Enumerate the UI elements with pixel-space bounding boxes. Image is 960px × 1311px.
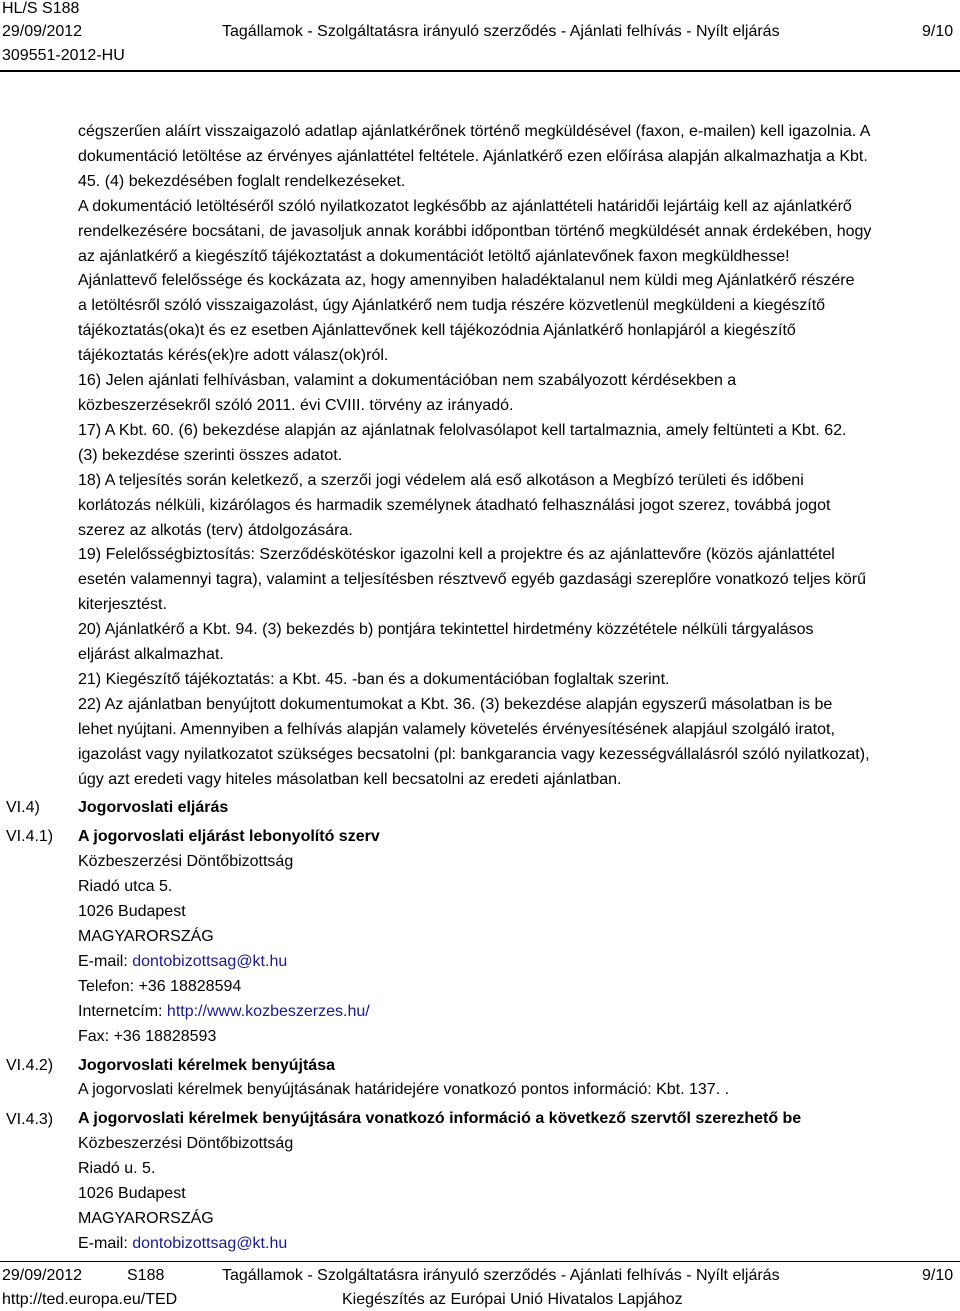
body-line: tájékoztatás(oka)t és ez esetben Ajánlattevőnek kell tájékozódnia Ajánlatkérő honlapjáról a kiegészítő [78, 322, 796, 340]
body-line: igazolást vagy nyilatkozatot szükséges becsatolni (pl: bankgarancia vagy kezességvállalásról szóló nyilatkozat), [78, 745, 870, 763]
vi42-text: A jogorvoslati kérelmek benyújtásának határidejére vonatkozó pontos információ: Kbt. 137. . [78, 1081, 730, 1099]
section-number-vi4: VI.4) [6, 799, 40, 816]
section-vi42-title: Jogorvoslati kérelmek benyújtása [78, 1056, 335, 1074]
header-date: 29/09/2012 [2, 23, 83, 40]
body-line: esetén valamennyi tagra), valamint a teljesítésben résztvevő egyéb gazdasági szereplőre vonatkozó teljes körű [78, 571, 866, 589]
body-line: korlátozás nélküli, kizárólagos és harmadik személynek átadható felhasználási jogot szerez, továbbá jogot [78, 496, 831, 514]
header-rule [0, 70, 960, 72]
vi41-email-row [78, 950, 958, 975]
vi41-web-label: Internetcím: [78, 1002, 167, 1020]
header-title: Tagállamok - Szolgáltatásra irányuló szerződés - Ajánlati felhívás - Nyílt eljárás [222, 23, 780, 40]
vi41-street: Riadó utca 5. [78, 878, 173, 896]
body-line: közbeszerzésekről szóló 2011. évi CVIII. törvény az irányadó. [78, 396, 514, 414]
body-line: (3) bekezdése szerinti összes adatot. [78, 446, 343, 464]
body-line: eljárást alkalmazhat. [78, 646, 224, 664]
header-notice-number: 309551-2012-HU [2, 47, 125, 64]
vi41-country: MAGYARORSZÁG [78, 928, 214, 945]
body-line: tájékoztatás kérés(ek)re adott válasz(ok)ról. [78, 347, 389, 365]
footer-page-number: 9/10 [922, 1267, 954, 1284]
section-number-vi43: VI.4.3) [6, 1111, 54, 1128]
body-line: lehet nyújtani. Amennyiben a felhívás alapján valamely követelés érvényesítésének alapjául szolgáló iratot, [78, 720, 835, 738]
body-line: 16) Jelen ajánlati felhívásban, valamint a dokumentációban nem szabályozott kérdésekben a [78, 372, 737, 390]
body-line: 45. (4) bekezdésében foglalt rendelkezéseket. [78, 172, 406, 190]
body-line: az ajánlatkérő a kiegészítő tájékoztatást a dokumentációt letöltő ajánlatevőnek faxon megküldhesse! [78, 247, 790, 265]
vi41-web-row [78, 1000, 958, 1025]
vi43-email-row [78, 1232, 958, 1257]
section-number-vi41: VI.4.1) [6, 828, 54, 845]
footer-date: 29/09/2012 [2, 1267, 83, 1284]
footer-ted-link[interactable]: http://ted.europa.eu/TED [2, 1291, 178, 1308]
body-line: 19) Felelősségbiztosítás: Szerződéskötéskor igazolni kell a projektre és az ajánlattevőre (közös ajánlattétel [78, 546, 835, 564]
vi41-organisation: Közbeszerzési Döntőbizottság [78, 853, 294, 871]
vi43-email-label: E-mail: [78, 1234, 133, 1252]
body-line: 22) Az ajánlatban benyújtott dokumentumokat a Kbt. 36. (3) bekezdése alapján egyszerű másolatban is be [78, 695, 833, 713]
body-line: 18) A teljesítés során keletkező, a szerzői jogi védelem alá eső alkotáson a Megbízó területi és időbeni [78, 471, 804, 489]
footer-rule [0, 1261, 960, 1262]
header-series-id: HL/S S188 [2, 0, 80, 17]
body-line: rendelkezésére bocsátani, de javasoljuk annak korábbi időpontban történő megküldését annak érdekében, hogy [78, 222, 872, 240]
vi41-city: 1026 Budapest [78, 903, 186, 921]
header-page-number: 9/10 [922, 23, 954, 40]
body-line: 21) Kiegészítő tájékoztatás: a Kbt. 45. -ban és a dokumentációban foglaltak szerint. [78, 670, 670, 688]
body-line: 17) A Kbt. 60. (6) bekezdése alapján az ajánlatnak felolvasólapot kell tartalmaznia, amely feltünteti a Kbt. 62. [78, 421, 847, 439]
body-line: cégszerűen aláírt visszaigazoló adatlap ajánlatkérőnek történő megküldésével (faxon, e-mailen) kell igazolnia. A [78, 123, 871, 140]
vi41-fax: Fax: +36 18828593 [78, 1027, 217, 1045]
vi43-street: Riadó u. 5. [78, 1160, 156, 1178]
section-vi41-title: A jogorvoslati eljárást lebonyolító szerv [78, 828, 380, 846]
vi41-email-label: E-mail: [78, 952, 133, 970]
body-line: kiterjesztést. [78, 596, 167, 614]
vi43-organisation: Közbeszerzési Döntőbizottság [78, 1135, 294, 1153]
main-content [78, 120, 958, 1257]
body-line: A dokumentáció letöltéséről szóló nyilatkozatot legkésőbb az ajánlattételi határidői lejártáig kell az ajánlatkérő [78, 197, 852, 215]
section-number-vi42: VI.4.2) [6, 1057, 54, 1074]
footer-title: Tagállamok - Szolgáltatásra irányuló szerződés - Ajánlati felhívás - Nyílt eljárás [222, 1267, 780, 1284]
body-line: Ajánlattevő felelőssége és kockázata az, hogy amennyiben haladéktalanul nem küldi meg Ajánlatkérő részére [78, 272, 855, 290]
vi43-country: MAGYARORSZÁG [78, 1209, 214, 1227]
footer-publisher: Kiegészítés az Európai Unió Hivatalos Lapjához [342, 1291, 683, 1308]
body-line: 20) Ajánlatkérő a Kbt. 94. (3) bekezdés b) pontjára tekintettel hirdetmény közzététele nélküli tárgyalásos [78, 621, 814, 639]
body-line: szerez az alkotás (terv) átdolgozására. [78, 521, 353, 539]
body-line: a letöltésről szóló visszaigazolást, úgy Ajánlatkérő nem tudja részére közvetlenül megküldeni a kiegészítő [78, 297, 826, 315]
body-line: dokumentáció letöltése az érvényes ajánlattétel feltétele. Ajánlatkérő ezen előírása alapján alkalmazhatja a Kbt. [78, 147, 868, 165]
section-vi4-title: Jogorvoslati eljárás [78, 799, 229, 817]
vi41-email-link[interactable]: dontobizottsag@kt.hu [132, 952, 288, 970]
vi41-phone: Telefon: +36 18828594 [78, 977, 242, 995]
section-vi43-title: A jogorvoslati kérelmek benyújtására vonatkozó információ a következő szervtől szerezhető be [78, 1110, 802, 1128]
footer-series: S188 [127, 1267, 165, 1284]
vi43-city: 1026 Budapest [78, 1185, 186, 1203]
body-line: úgy azt eredeti vagy hiteles másolatban kell becsatolni az eredeti ajánlatban. [78, 770, 622, 788]
vi43-email-link[interactable]: dontobizottsag@kt.hu [132, 1234, 288, 1252]
vi41-web-link[interactable]: http://www.kozbeszerzes.hu/ [166, 1002, 370, 1020]
